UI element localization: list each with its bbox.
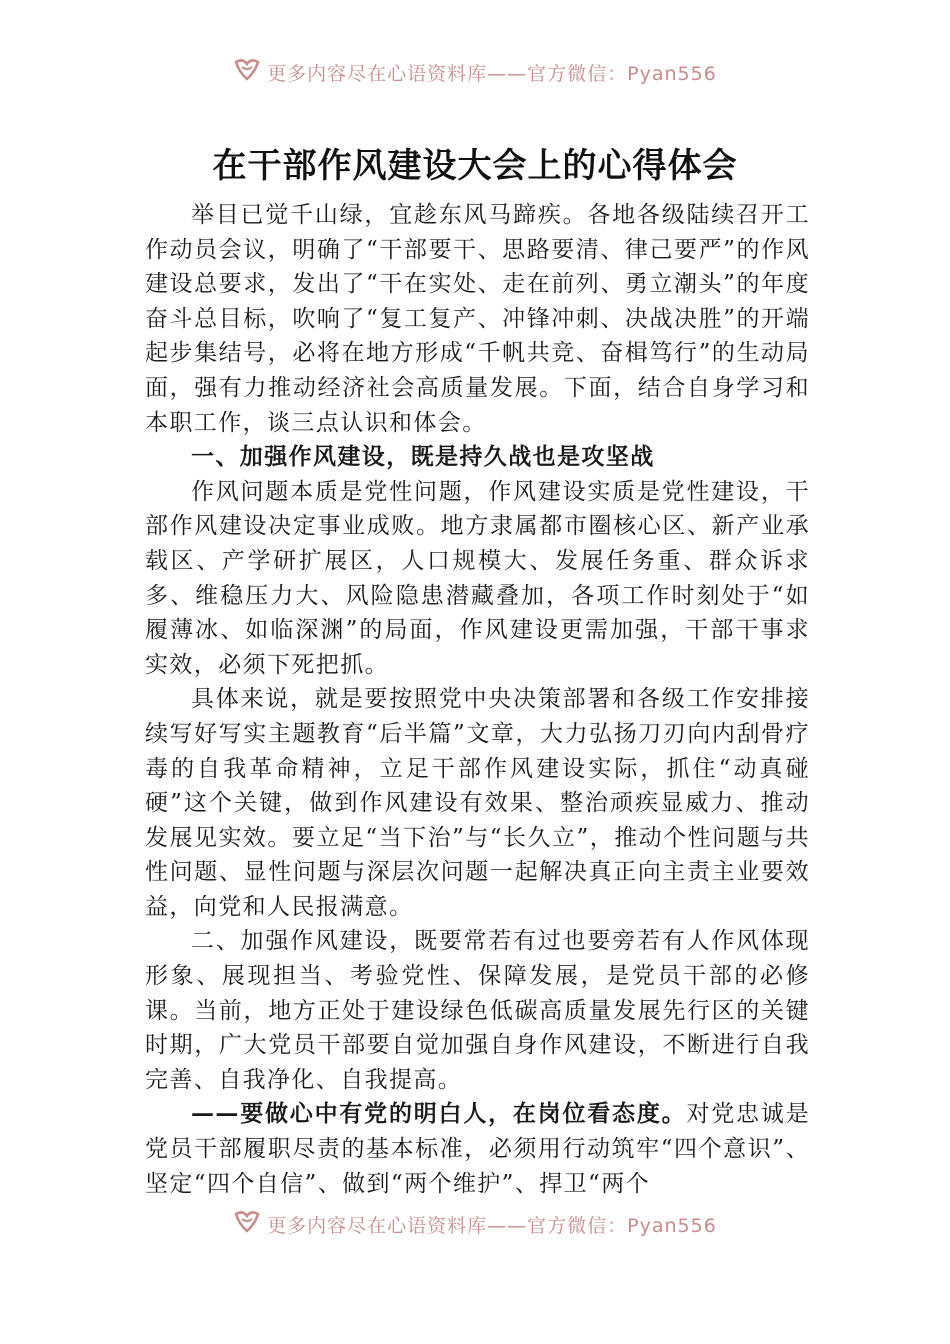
logo-icon	[233, 1208, 261, 1234]
paragraph-rest: 对党忠诚是党员干部履职尽责的基本标准，必须用行动筑牢“四个意识”、坚定“四个自信”、做到“两个维护”、捍卫“两个	[145, 1101, 810, 1197]
watermark-banner-bottom	[0, 1204, 950, 1238]
section-heading: 一、加强作风建设，既是持久战也是攻坚战	[191, 443, 655, 471]
paragraph: 二、加强作风建设，既要常若有过也要旁若有人作风体现形象、展现担当、考验党性、保障发展，是党员干部的必修课。当前，地方正处于建设绿色低碳高质量发展先行区的关键时期，广大党员干部要自觉加强自身作风建设，不断进行自我完善、自我净化、自我提高。	[145, 928, 810, 1093]
logo-icon	[233, 56, 261, 82]
paragraph-lead: ——要做心中有党的明白人，在岗位看态度。	[191, 1100, 687, 1128]
paragraph: 举目已觉千山绿，宜趁东风马蹄疾。各地各级陆续召开工作动员会议，明确了“干部要干、思路要清、律己要严”的作风建设总要求，发出了“干在实处、走在前列、勇立潮头”的年度奋斗总目标，吹响了“复工复产、冲锋冲刺、决战决胜”的开端起步集结号，必将在地方形成“千帆共竞、奋楫笃行”的生动局面，强有力推动经济社会高质量发展。下面，结合自身学习和本职工作，谈三点认识和体会。	[145, 202, 810, 436]
watermark-banner-top	[0, 52, 950, 86]
paragraph: 作风问题本质是党性问题，作风建设实质是党性建设，干部作风建设决定事业成败。地方隶属都市圈核心区、新产业承载区、产学研扩展区，人口规模大、发展任务重、群众诉求多、维稳压力大、风险隐患潜藏叠加，各项工作时刻处于“如履薄冰、如临深渊”的局面，作风建设更需加强，干部干事求实效，必须下死把抓。	[145, 478, 810, 678]
paragraph: 具体来说，就是要按照党中央决策部署和各级工作安排接续写好写实主题教育“后半篇”文章，大力弘扬刀刃向内刮骨疗毒的自我革命精神，立足干部作风建设实际，抓住“动真碰硬”这个关键，做到作风建设有效果、整治顽疾显威力、推动发展见实效。要立足“当下治”与“长久立”，推动个性问题与共性问题、显性问题与深层次问题一起解决真正向主责主业要效益，向党和人民报满意。	[145, 686, 810, 920]
watermark-text: 更多内容尽在心语资料库——官方微信：Pyan556	[267, 1214, 717, 1237]
watermark-text: 更多内容尽在心语资料库——官方微信：Pyan556	[267, 62, 717, 85]
page-title: 在干部作风建设大会上的心得体会	[212, 146, 738, 186]
paragraph	[145, 1097, 810, 1201]
document-body	[145, 198, 810, 1208]
